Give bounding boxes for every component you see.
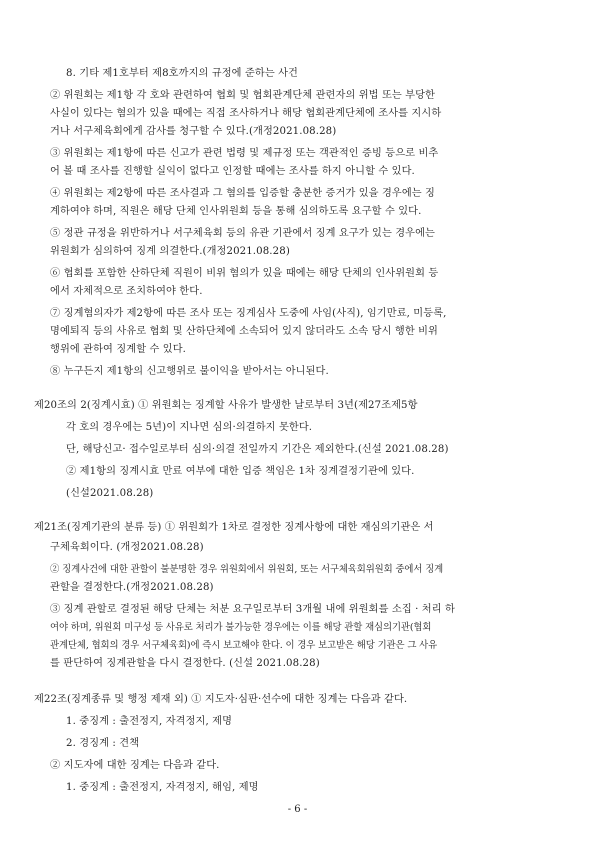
clause-paragraph: 위원회가 심의하여 징계 의결한다.(개정2021.08.28) — [50, 246, 290, 257]
clause-paragraph: 계하여야 하며, 직원은 해당 단체 인사위원회 등을 통해 심의하도록 요구할 수 있다. — [50, 206, 422, 217]
clause-paragraph: 관할을 결정한다.(개정2021.08.28) — [50, 582, 214, 593]
clause-paragraph: 에서 자체적으로 조치하여야 한다. — [50, 286, 203, 297]
clause-paragraph: ② 지도자에 대한 징계는 다음과 같다. — [50, 760, 220, 771]
list-item: 2. 경징계 : 견책 — [66, 738, 140, 749]
clause-paragraph: 행위에 관하여 징계할 수 있다. — [50, 344, 186, 355]
list-item: 1. 중징계 : 출전정지, 자격정지, 해임, 제명 — [66, 782, 259, 793]
clause-paragraph: 여야 하며, 위원회 미구성 등 사유로 처리가 불가능한 경우에는 이를 해당 관할 재심의기관(협회 — [50, 622, 432, 633]
article-heading: 제20조의 2(징계시효) ① 위원회는 징계할 사유가 발생한 날로부터 3년(제27조제5항 — [34, 400, 418, 411]
clause-paragraph: ③ 위원회는 제1항에 따른 신고가 관련 법령 및 제규정 또는 객관적인 증빙 등으로 비추 — [50, 148, 439, 159]
article-heading: 제21조(징계기관의 분류 등) ① 위원회가 1차로 결정한 징계사항에 대한 재심의기관은 서 — [34, 522, 434, 533]
clause-paragraph: ⑤ 정관 규정을 위반하거나 서구체육회 등의 유관 기관에서 징계 요구가 있는 경우에는 — [50, 228, 436, 239]
clause-paragraph: ⑥ 협회를 포함한 산하단체 직원이 비위 혐의가 있을 때에는 해당 단체의 인사위원회 등 — [50, 268, 439, 279]
clause-paragraph: 어 볼 때 조사를 진행할 실익이 없다고 인정할 때에는 조사를 하지 아니할 수 있다. — [50, 166, 415, 177]
list-item: 8. 기타 제1호부터 제8호까지의 규정에 준하는 사건 — [66, 68, 298, 79]
clause-paragraph: ② 징계사건에 대한 관할이 불분명한 경우 위원회에서 위원회, 또는 서구체육회위원회 중에서 징계 — [50, 564, 444, 575]
clause-paragraph: ⑦ 징계혐의자가 제2항에 따른 조사 또는 징계심사 도중에 사임(사직), 임기만료, 미등록, — [50, 308, 447, 319]
clause-paragraph: 관계단체, 협회의 경우 서구체육회)에 즉시 보고해야 한다. 이 경우 보고받은 해당 기관은 그 사유 — [50, 640, 438, 651]
list-item: 1. 중징계 : 출전정지, 자격정지, 제명 — [66, 716, 233, 727]
clause-paragraph: (신설2021.08.28) — [66, 488, 154, 499]
article-heading: 제22조(징계종류 및 행정 제재 외) ① 지도자·심판·선수에 대한 징계는 다음과 같다. — [34, 694, 408, 705]
clause-paragraph: ③ 징계 관할로 결정된 해당 단체는 처분 요구일로부터 3개월 내에 위원회를 소집 · 처리 하 — [50, 604, 455, 615]
page-number: - 6 - — [287, 804, 308, 815]
clause-paragraph: 단, 해당신고· 접수일로부터 심의·의결 전일까지 기간은 제외한다.(신설 2021.08.28) — [66, 444, 449, 455]
clause-paragraph: ② 제1항의 징계시효 만료 여부에 대한 입증 책임은 1차 징계결정기관에 있다. — [66, 466, 415, 477]
clause-paragraph: 사실이 있다는 혐의가 있을 때에는 직접 조사하거나 해당 협회관계단체에 조사를 지시하 — [50, 108, 442, 119]
clause-paragraph: 명예퇴직 등의 사유로 협회 및 산하단체에 소속되어 있지 않더라도 소속 당시 행한 비위 — [50, 326, 438, 337]
clause-paragraph: ② 위원회는 제1항 각 호와 관련하여 협회 및 협회관계단체 관련자의 위법 또는 부당한 — [50, 90, 435, 101]
clause-paragraph: 각 호의 경우에는 5년)이 지나면 심의·의결하지 못한다. — [66, 422, 313, 433]
clause-paragraph: ⑧ 누구든지 제1항의 신고행위로 불이익을 받아서는 아니된다. — [50, 366, 329, 377]
clause-paragraph: 를 판단하여 징계관할을 다시 결정한다. (신설 2021.08.28) — [50, 658, 320, 669]
clause-paragraph: ④ 위원회는 제2항에 따른 조사결과 그 혐의를 입증할 충분한 증거가 있을 경우에는 징 — [50, 188, 435, 199]
clause-paragraph: 구체육회이다. (개정2021.08.28) — [50, 542, 204, 553]
clause-paragraph: 거나 서구체육회에게 감사를 청구할 수 있다.(개정2021.08.28) — [50, 126, 337, 137]
